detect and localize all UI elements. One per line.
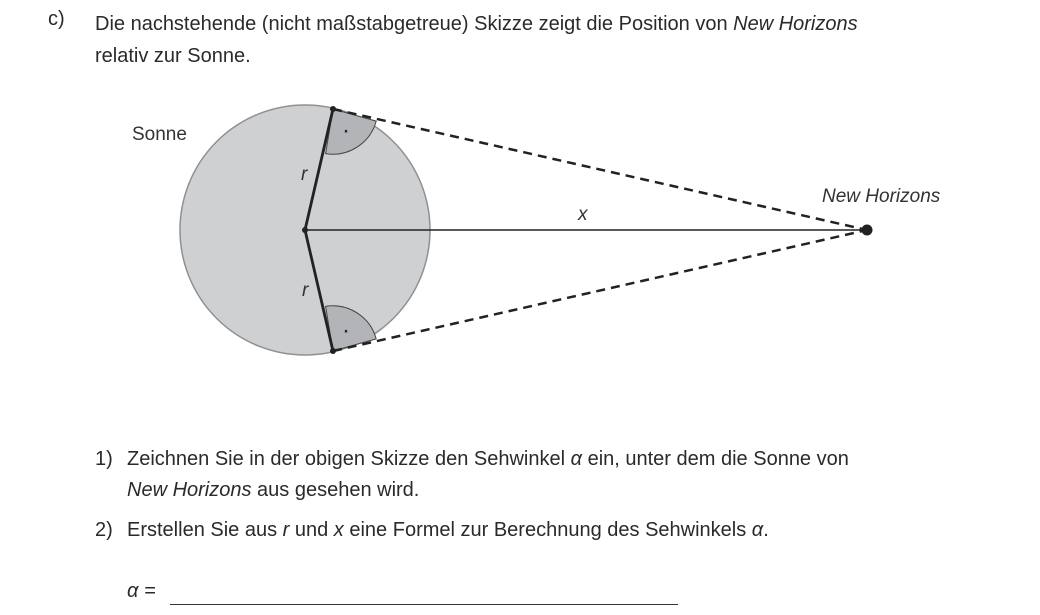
task-2-text (127, 515, 947, 546)
part-label: c) (48, 8, 65, 30)
tangent-point-top (330, 106, 336, 112)
alpha-symbol: α (570, 448, 583, 470)
var-r: r (282, 519, 290, 541)
radius-label-top: r (301, 164, 308, 185)
task-2-part-a: Erstellen Sie aus (127, 519, 283, 541)
task-1 (95, 444, 947, 506)
intro-before: Die nachstehende (nicht maßstabgetreue) Skizze zeigt die Position von (95, 13, 734, 35)
var-x: x (333, 519, 344, 541)
right-angle-marker-top: · (342, 117, 350, 144)
task-1-part-b: ein, unter dem die Sonne von (582, 448, 849, 470)
task-1-text (127, 444, 947, 506)
probe-point (862, 225, 873, 236)
task-2-part-d: . (763, 519, 769, 541)
sun-label: Sonne (132, 124, 187, 145)
task-1-probe-name: New Horizons (127, 479, 252, 501)
task-2 (95, 515, 947, 546)
task-2-part-b: und (289, 519, 334, 541)
distance-label: x (578, 204, 588, 225)
radius-label-bottom: r (302, 280, 309, 301)
answer-field[interactable] (170, 604, 678, 605)
task-1-number: 1) (95, 448, 113, 470)
intro-probe-name: New Horizons (733, 13, 858, 35)
tangent-point-bottom (330, 348, 336, 354)
answer-lhs: α = (127, 580, 156, 602)
right-angle-marker-bottom: · (342, 317, 350, 344)
intro-after: relativ zur Sonne. (95, 45, 251, 67)
alpha-symbol-2: α (751, 519, 764, 541)
probe-label: New Horizons (822, 186, 941, 207)
task-1-part-c: aus gesehen wird. (251, 479, 420, 501)
sun-center-point (302, 227, 308, 233)
task-2-number: 2) (95, 519, 113, 541)
task-1-part-a: Zeichnen Sie in der obigen Skizze den Sehwinkel (127, 448, 571, 470)
task-2-part-c: eine Formel zur Berechnung des Sehwinkels (343, 519, 752, 541)
